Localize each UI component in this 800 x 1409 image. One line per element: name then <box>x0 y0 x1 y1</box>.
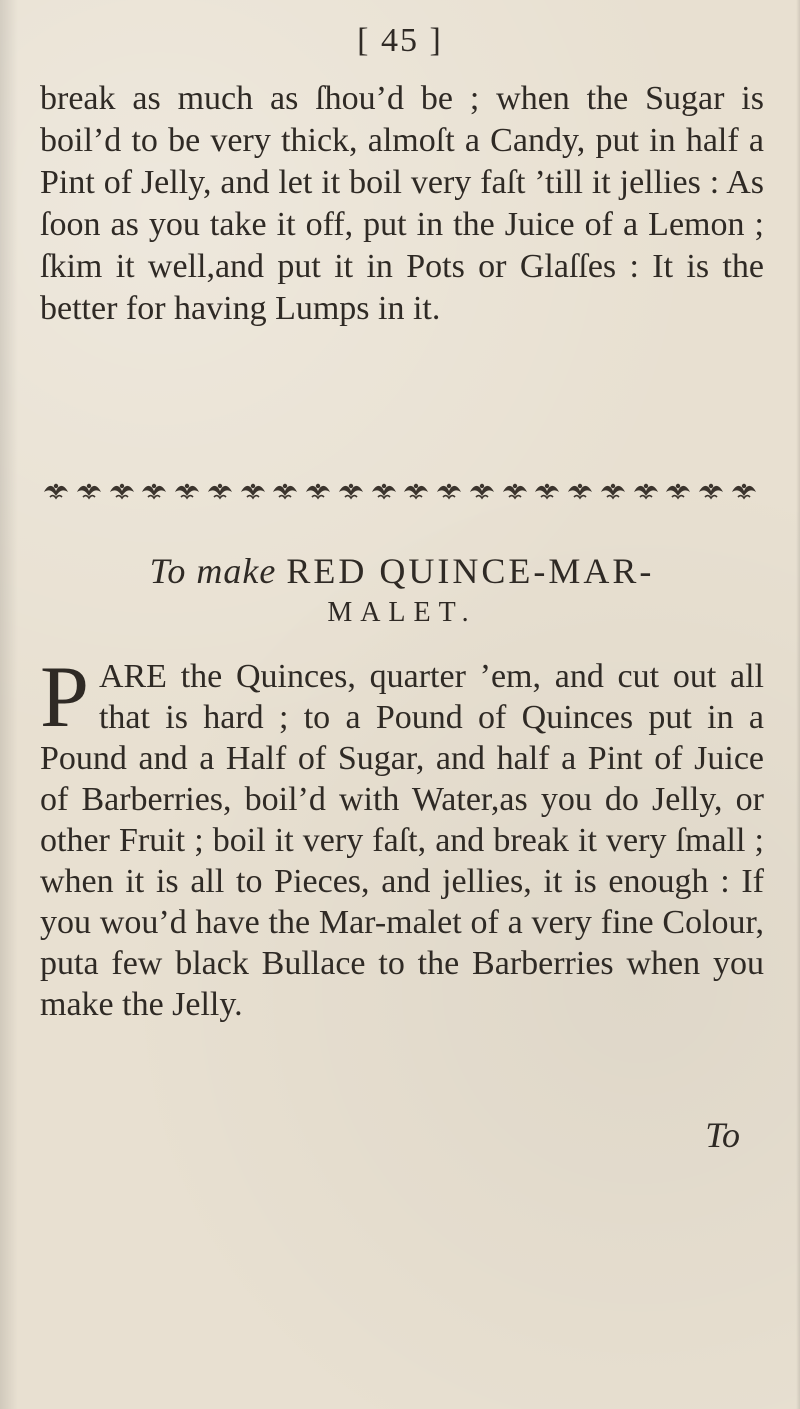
page-header: [ 45 ] <box>357 22 443 59</box>
recipe-title-line-2: MALET. <box>327 597 477 628</box>
page-edge <box>796 0 800 1409</box>
recipe-title <box>40 550 764 634</box>
fleuron-icon <box>466 477 498 505</box>
fleuron-icon <box>368 477 400 505</box>
fleuron-icon <box>662 477 694 505</box>
drop-cap: P <box>40 649 89 746</box>
paragraph-top: break as much as ſhou’d be ; when the Sugar is boil’d to be very thick, almoſt a Candy, put in half a Pint of Jelly, and let it boil very faſt ’till it jellies : As ſoon as you take it off, put in the Juice of a Lemon ; ſkim it well,and put it in Pots or Glaſſes : It is the better for having Lumps in it. <box>40 80 764 327</box>
recipe-title-prefix: To make <box>149 551 277 591</box>
fleuron-icon <box>499 477 531 505</box>
catchword: To <box>705 1115 740 1155</box>
ornament-divider <box>40 474 760 508</box>
fleuron-icon <box>237 477 269 505</box>
fleuron-icon <box>138 477 170 505</box>
fleuron-icon <box>433 477 465 505</box>
fleuron-icon <box>171 477 203 505</box>
paragraph-recipe-body: ARE the Quinces, quarter ’em, and cut out all that is hard ; to a Pound of Quinces put in a Pound and a Half of Sugar, and half a Pint of Juice of Barberries, boil’d with Water,as you do Jelly, or other Fruit ; boil it very faſt, and break it very ſmall ; when it is all to Pieces, and jellies, it is enough : If you wou’d have the Mar-malet of a very fine Colour, puta few black Bullace to the Barberries when you make the Jelly. <box>40 658 764 1023</box>
fleuron-icon <box>630 477 662 505</box>
fleuron-icon <box>564 477 596 505</box>
recipe-title-line-1 <box>40 550 764 592</box>
paragraph-recipe <box>40 649 764 1025</box>
fleuron-icon <box>728 477 760 505</box>
fleuron-icon <box>695 477 727 505</box>
fleuron-icon <box>40 477 72 505</box>
fleuron-icon <box>269 477 301 505</box>
fleuron-icon <box>400 477 432 505</box>
recipe-title-caps: RED QUINCE-MAR- <box>286 551 655 591</box>
fleuron-icon <box>73 477 105 505</box>
fleuron-icon <box>597 477 629 505</box>
fleuron-icon <box>106 477 138 505</box>
fleuron-icon <box>531 477 563 505</box>
fleuron-icon <box>204 477 236 505</box>
fleuron-icon <box>335 477 367 505</box>
gutter-shadow <box>0 0 18 1409</box>
fleuron-icon <box>302 477 334 505</box>
